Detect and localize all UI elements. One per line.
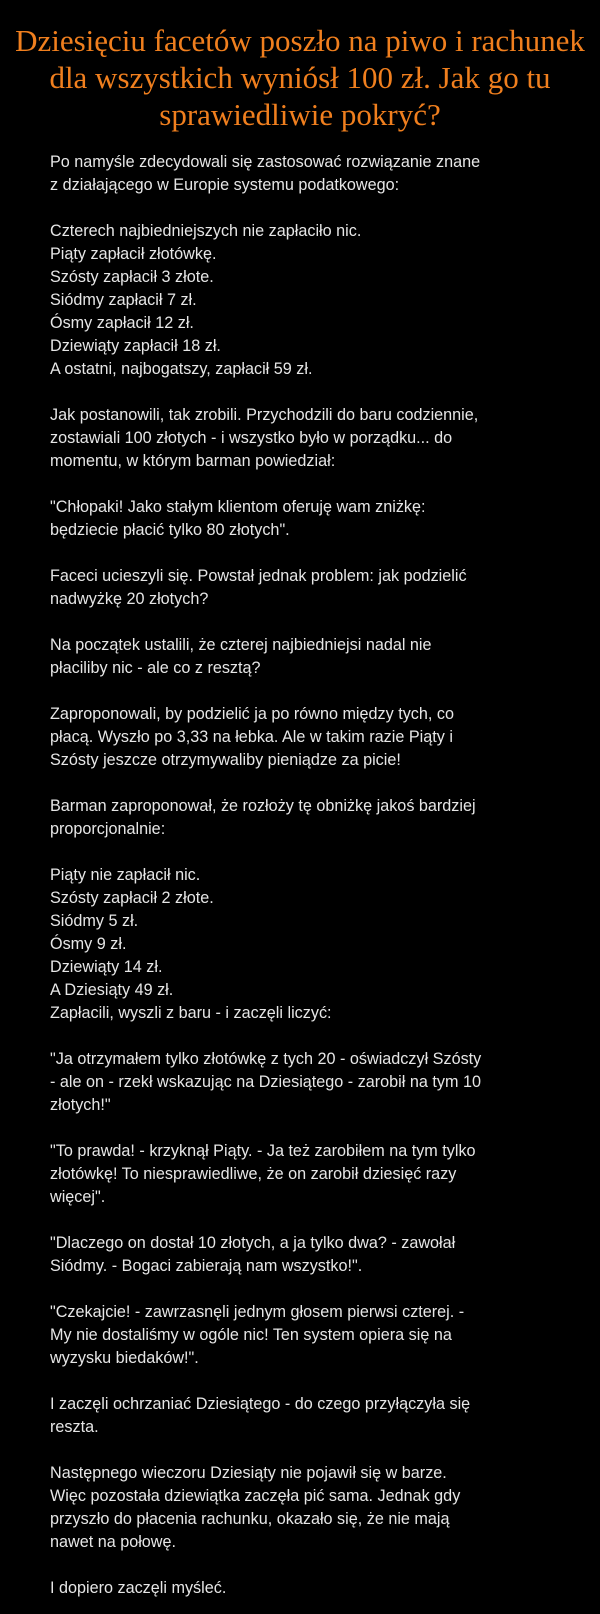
story-body xyxy=(0,133,600,1600)
page-title: Dziesięciu facetów poszło na piwo i rachunek dla wszystkich wyniósł 100 zł. Jak go tu sprawiedliwie pokryć? xyxy=(15,23,585,132)
paragraph-new-payments: Piąty nie zapłacił nic. Szósty zapłacił 2 złote. Siódmy 5 zł. Ósmy 9 zł. Dziewiąty 14 zł. A Dziesiąty 49 zł. Zapłacili, wyszli z baru - i zaczęli liczyć: xyxy=(50,866,332,1022)
paragraph-first-four-complaint: "Czekajcie! - zawrzasnęli jednym głosem pierwsi czterej. - My nie dostaliśmy w ogóle nic! Ten system opiera się na wyzysku biedaków!". xyxy=(50,1303,465,1367)
paragraph-barman-offer: "Chłopaki! Jako stałym klientom oferuję wam zniżkę: będziecie płacić tylko 80 złotych". xyxy=(50,498,426,539)
paragraph-next-evening: Następnego wieczoru Dziesiąty nie pojawił się w barze. Więc pozostała dziewiątka zaczęła pić sama. Jednak gdy przyszło do płacenia rachunku, okazało się, że nie mają nawet na połowę. xyxy=(50,1464,461,1551)
paragraph-poorest-free: Na początek ustalili, że czterej najbiedniejsi nadal nie płaciliby nic - ale co z resztą? xyxy=(50,636,432,677)
paragraph-fifth-complaint: "To prawda! - krzyknął Piąty. - Ja też zarobiłem na tym tylko złotówkę! To niesprawiedliwe, że on zarobił dziesięć razy więcej". xyxy=(50,1142,476,1206)
paragraph-daily-routine: Jak postanowili, tak zrobili. Przychodzili do baru codziennie, zostawiali 100 złotych - i wszystko było w porządku... do momentu, w którym barman powiedział: xyxy=(50,406,479,470)
paragraph-initial-payments: Czterech najbiedniejszych nie zapłaciło nic. Piąty zapłacił złotówkę. Szósty zapłacił 3 złote. Siódmy zapłacił 7 zł. Ósmy zapłacił 12 zł. Dziewiąty zapłacił 18 zł. A ostatni, najbogatszy, zapłacił 59 zł. xyxy=(50,222,362,378)
paragraph-equal-split: Zaproponowali, by podzielić ja po równo między tych, co płacą. Wyszło po 3,33 na łebka. Ale w takim razie Piąty i Szósty jeszcze otrzymywaliby pieniądze za picie! xyxy=(50,705,454,769)
paragraph-sixth-complaint: "Ja otrzymałem tylko złotówkę z tych 20 - oświadczył Szósty - ale on - rzekł wskazując na Dziesiątego - zarobił na tym 10 złotych!" xyxy=(50,1050,482,1114)
paragraph-seventh-complaint: "Dlaczego on dostał 10 złotych, a ja tylko dwa? - zawołał Siódmy. - Bogaci zabierają nam wszystko!". xyxy=(50,1234,456,1275)
paragraph-scolding: I zaczęli ochrzaniać Dziesiątego - do czego przyłączyła się reszta. xyxy=(50,1395,471,1436)
paragraph-proportional: Barman zaproponował, że rozłoży tę obniżkę jakoś bardziej proporcjonalnie: xyxy=(50,797,476,838)
paragraph-problem: Faceci ucieszyli się. Powstał jednak problem: jak podzielić nadwyżkę 20 złotych? xyxy=(50,567,467,608)
paragraph-intro: Po namyśle zdecydowali się zastosować rozwiązanie znane z działającego w Europie systemu podatkowego: xyxy=(50,153,481,194)
paragraph-conclusion: I dopiero zaczęli myśleć. xyxy=(50,1579,227,1597)
